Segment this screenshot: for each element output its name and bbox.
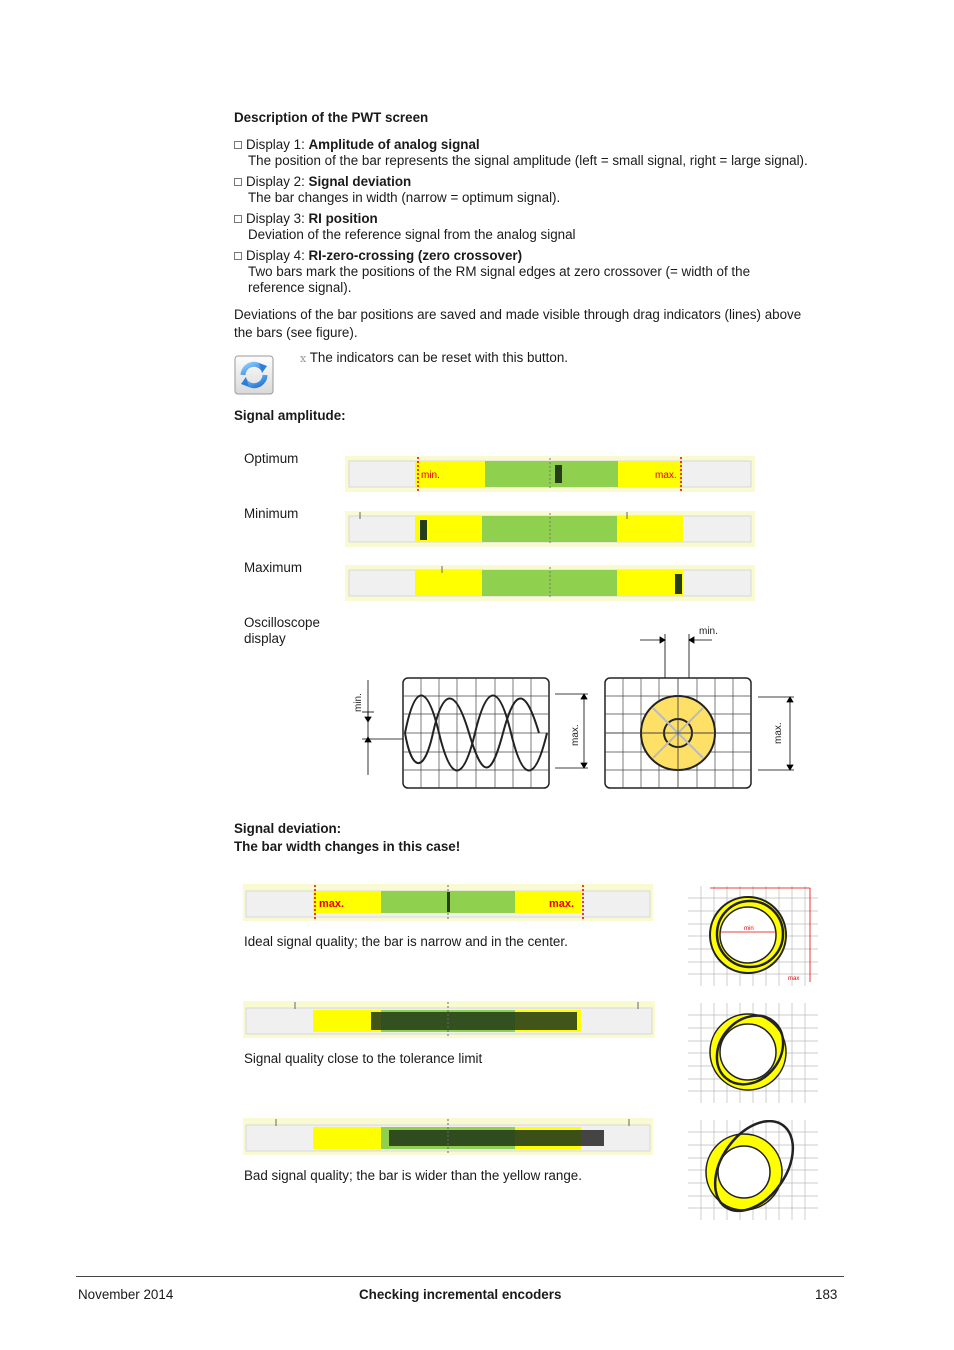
list-item — [234, 137, 808, 153]
oscilloscope-label — [244, 615, 320, 647]
deviation-paragraph — [234, 306, 801, 342]
signal-deviation-heading — [234, 820, 460, 856]
reset-indicators-button[interactable] — [234, 355, 274, 395]
deviation-indicator — [389, 1130, 604, 1146]
display-prefix: Display 3: — [246, 211, 309, 226]
list-item — [234, 211, 808, 227]
display-description: reference signal). — [248, 280, 352, 295]
display-title: Amplitude of analog signal — [308, 137, 480, 152]
reset-note — [300, 350, 568, 367]
display-prefix: Display 2: — [246, 174, 309, 189]
scope-min-label: min. — [353, 693, 364, 712]
footer-title: Checking incremental encoders — [359, 1287, 562, 1302]
scope-min-label: min. — [699, 626, 718, 637]
display-list — [234, 137, 808, 296]
row-label-maximum: Maximum — [244, 560, 303, 575]
display-description: Deviation of the reference signal from the analog signal — [248, 227, 576, 242]
lissajous-tolerance — [688, 1003, 818, 1103]
list-item — [234, 248, 808, 264]
display-prefix: Display 1: — [246, 137, 309, 152]
deviation-caption: Signal quality close to the tolerance limit — [244, 1051, 483, 1066]
amplitude-indicator — [420, 520, 427, 540]
bullet-square-icon — [234, 252, 242, 260]
deviation-bar-tolerance — [243, 1001, 655, 1038]
oscilloscope-circle-display — [600, 622, 800, 792]
display-title: Signal deviation — [308, 174, 412, 189]
lissajous-ideal — [688, 886, 818, 986]
display-prefix: Display 4: — [246, 248, 309, 263]
label-line: Oscilloscope — [244, 615, 320, 630]
heading-line: Signal deviation: — [234, 821, 342, 836]
row-label-optimum: Optimum — [244, 451, 299, 466]
paragraph-line: Deviations of the bar positions are saved and made visible through drag indicators (lines) above — [234, 307, 802, 322]
max-label: max. — [655, 470, 677, 481]
display-description: The bar changes in width (narrow = optimum signal). — [248, 190, 561, 205]
display-title: RI-zero-crossing (zero crossover) — [308, 248, 523, 263]
deviation-bar-ideal — [243, 884, 653, 921]
amplitude-bar-optimum — [345, 456, 755, 492]
label-line: display — [244, 631, 286, 646]
scope-max-label: max. — [570, 724, 581, 746]
bullet-square-icon — [234, 178, 242, 186]
oscilloscope-sine-display — [340, 670, 590, 795]
page-number: 183 — [815, 1287, 838, 1302]
refresh-icon — [234, 355, 274, 395]
amplitude-indicator — [555, 465, 562, 483]
amplitude-bar-minimum — [345, 511, 755, 547]
footer-rule — [76, 1276, 844, 1277]
note-marker: x — [300, 352, 307, 365]
display-title: RI position — [308, 211, 378, 226]
deviation-indicator — [371, 1012, 577, 1030]
max-label-left: max. — [319, 898, 345, 910]
bullet-square-icon — [234, 215, 242, 223]
display-description: Two bars mark the positions of the RM signal edges at zero crossover (= width of the — [248, 264, 751, 279]
lissajous-max-label: max — [788, 976, 800, 982]
deviation-caption: Ideal signal quality; the bar is narrow and in the center. — [244, 934, 568, 949]
min-label: min. — [421, 470, 440, 481]
green-zone — [485, 461, 618, 487]
deviation-bar-bad — [243, 1118, 653, 1155]
signal-amplitude-heading: Signal amplitude: — [234, 408, 346, 423]
paragraph-line: the bars (see figure). — [234, 325, 358, 340]
row-label-minimum: Minimum — [244, 506, 299, 521]
amplitude-indicator — [675, 574, 682, 594]
footer-date: November 2014 — [78, 1287, 174, 1302]
amplitude-bar-maximum — [345, 565, 755, 601]
list-item — [234, 174, 808, 190]
max-label-right: max. — [549, 898, 575, 910]
scope-max-label: max. — [773, 722, 784, 744]
deviation-caption: Bad signal quality; the bar is wider than the yellow range. — [244, 1168, 582, 1183]
bullet-square-icon — [234, 141, 242, 149]
lissajous-min-label: min — [744, 926, 754, 932]
heading-line: The bar width changes in this case! — [234, 839, 461, 854]
display-description: The position of the bar represents the signal amplitude (left = small signal, right = large signal). — [248, 153, 808, 168]
section-heading: Description of the PWT screen — [234, 110, 429, 125]
lissajous-bad — [688, 1120, 818, 1220]
reset-note-text: The indicators can be reset with this button. — [309, 350, 568, 365]
